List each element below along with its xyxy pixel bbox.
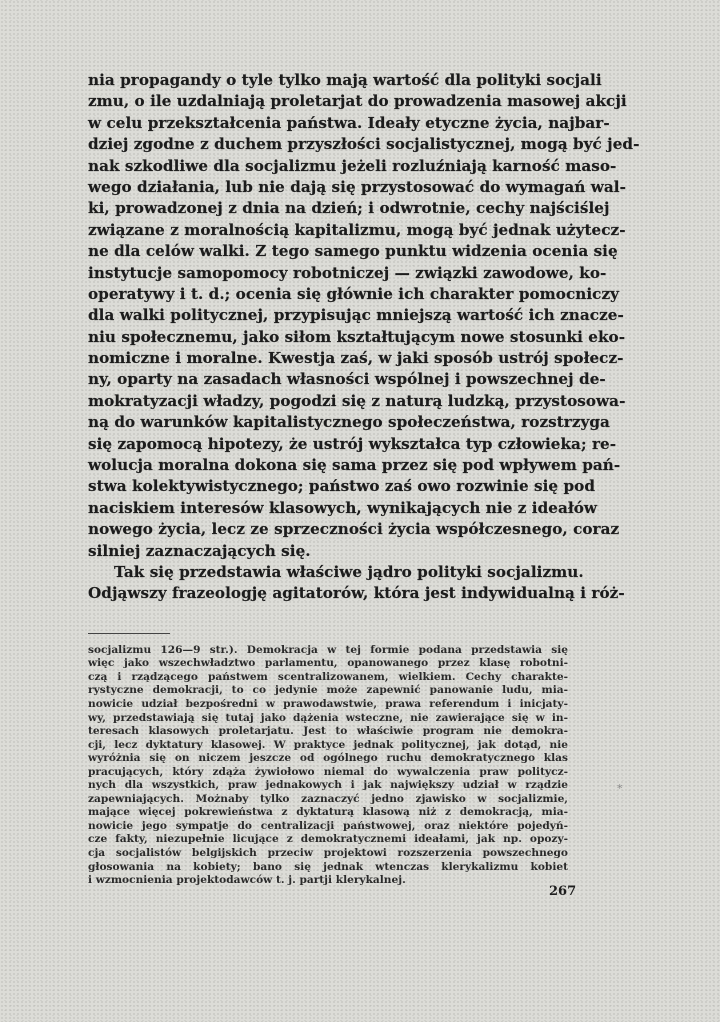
footnote-line: mające więcej pokrewieństwa z dyktaturą klasową niż z demokracją, mia-: [88, 806, 568, 819]
text-line: dla walki politycznej, przypisując mniejszą wartość ich znacze-: [88, 306, 624, 325]
text-line: mokratyzacji władzy, pogodzi się z naturą ludzką, przystosowa-: [88, 391, 626, 410]
text-line: nia propagandy o tyle tylko mają wartość dla polityki socjali: [88, 71, 602, 89]
page-text: [88, 70, 640, 888]
text-line: ki, prowadzonej z dnia na dzień; i odwrotnie, cechy najściślej: [88, 199, 610, 218]
text-line: w celu przekształcenia państwa. Ideały etyczne życia, najbar-: [88, 113, 610, 132]
text-line: nowego życia, lecz ze sprzeczności życia współczesnego, coraz: [88, 520, 620, 539]
footnote-line: wy, przedstawiają się tutaj jako dążenia wsteczne, nie zawierające się w in-: [88, 711, 568, 724]
text-line: stwa kolektywistycznego; państwo zaś owo rozwinie się pod: [88, 477, 596, 496]
text-line: Odjąwszy frazeologję agitatorów, która jest indywidualną i róż-: [88, 584, 625, 603]
footnote-line: cze fakty, niezupełnie licujące z demokratycznemi ideałami, jak np. opozy-: [88, 833, 568, 846]
print-speck: *: [617, 782, 623, 795]
footnote-line: więc jako wszechwładztwo parlamentu, opanowanego przez klasę robotni-: [88, 657, 568, 670]
text-line: wego działania, lub nie dają się przystosować do wymagań wal-: [88, 177, 626, 196]
text-line: wolucja moralna dokona się sama przez się pod wpływem pań-: [88, 456, 621, 475]
text-line: ny, oparty na zasadach własności wspólnej i powszechnej de-: [88, 370, 606, 389]
footnote-line: i wzmocnienia projektodawców t. j. partji klerykalnej.: [88, 874, 406, 887]
text-line: się zapomocą hipotezy, że ustrój wykształca typ człowieka; re-: [88, 434, 617, 453]
footnote-line: zapewniających. Możnaby tylko zaznaczyć jedno zjawisko w socjalizmie,: [88, 792, 568, 805]
footnote-line: rystyczne demokracji, to co jedynie może zapewnić panowanie ludu, mia-: [88, 684, 568, 697]
text-line: ną do warunków kapitalistycznego społeczeństwa, rozstrzyga: [88, 413, 610, 432]
text-line: Tak się przedstawia właściwe jądro polityki socjalizmu.: [114, 562, 584, 581]
page-number: 267: [549, 884, 577, 899]
text-line: związane z moralnością kapitalizmu, mogą być jednak użytecz-: [88, 220, 626, 239]
text-line: zmu, o ile uzdalniają proletarjat do prowadzenia masowej akcji: [88, 92, 627, 111]
text-line: nomiczne i moralne. Kwestja zaś, w jaki sposób ustrój społecz-: [88, 349, 624, 368]
text-line: silniej zaznaczających się.: [88, 541, 311, 560]
footnote-line: nowicie udział bezpośredni w prawodawstwie, prawa referendum i inicjaty-: [88, 697, 568, 710]
footnote-line: cja socjalistów belgijskich przeciw projektowi rozszerzenia powszechnego: [88, 846, 568, 859]
text-line: ne dla celów walki. Z tego samego punktu widzenia ocenia się: [88, 242, 618, 261]
footnote-line: nych dla wszystkich, praw jednakowych i jak największy udział w rządzie: [88, 779, 568, 792]
footnote-line: cji, lecz dyktatury klasowej. W praktyce jednak politycznej, jak dotąd, nie: [88, 738, 568, 751]
text-line: operatywy i t. d.; ocenia się głównie ich charakter pomocniczy: [88, 284, 620, 303]
footnote-line: czą i rządzącego państwem scentralizowanem, wielkiem. Cechy charakte-: [88, 670, 568, 683]
footnote-line: wyróżnia się on niczem jeszcze od ogólnego ruchu demokratycznego klas: [88, 752, 568, 765]
text-line: naciskiem interesów klasowych, wynikających nie z ideałów: [88, 498, 598, 517]
text-line: instytucje samopomocy robotniczej — związki zawodowe, ko-: [88, 263, 607, 282]
footnote-line: socjalizmu 126—9 str.). Demokracja w tej formie podana przedstawia się: [88, 643, 568, 656]
text-line: nak szkodliwe dla socjalizmu jeżeli rozluźniają karność maso-: [88, 156, 617, 175]
text-line: dziej zgodne z duchem przyszłości socjalistycznej, mogą być jed-: [88, 135, 640, 154]
main-text: [88, 70, 640, 605]
footnote-text: [88, 644, 568, 888]
footnote-separator: [88, 633, 170, 634]
text-line: niu społecznemu, jako siłom kształtującym nowe stosunki eko-: [88, 327, 626, 346]
footnote-line: pracujących, który zdąża żywiołowo niemal do wywalczenia praw politycz-: [88, 765, 568, 778]
footnote-line: teresach klasowych proletarjatu. Jest to właściwie program nie demokra-: [88, 725, 568, 738]
footnote-line: głosowania na kobiety; bano się jednak wtenczas klerykalizmu kobiet: [88, 860, 568, 873]
footnote-line: nowicie jego sympatje do centralizacji państwowej, oraz niektóre pojedyń-: [88, 819, 568, 832]
